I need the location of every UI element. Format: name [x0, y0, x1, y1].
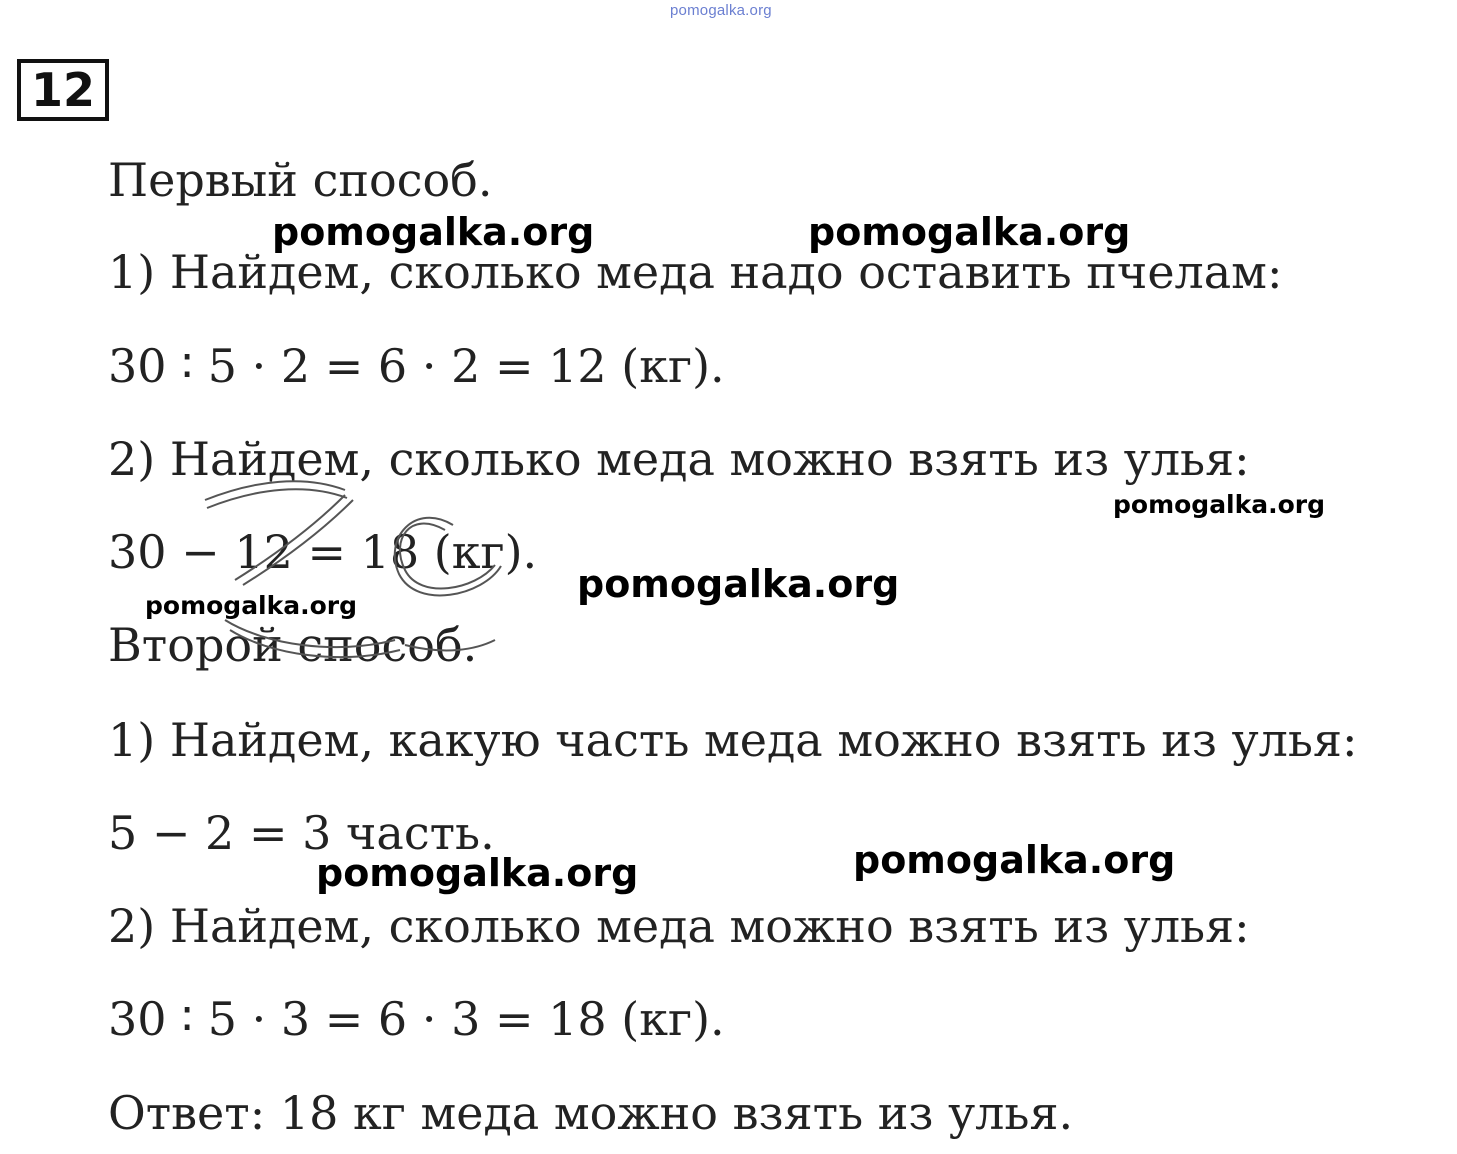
site-watermark: pomogalka.org	[853, 838, 1176, 882]
answer-line: Ответ: 18 кг меда можно взять из улья.	[108, 1086, 1074, 1140]
site-watermark: pomogalka.org	[808, 210, 1131, 254]
method-1-step-2-equation: 30 − 12 = 18 (кг).	[108, 525, 538, 579]
task-number-box: 12	[17, 59, 109, 121]
site-watermark: pomogalka.org	[145, 591, 358, 620]
method-1-step-1-text: 1) Найдем, сколько меда надо оставить пчелам:	[108, 245, 1283, 299]
site-watermark: pomogalka.org	[1113, 490, 1326, 519]
method-2-step-2-text: 2) Найдем, сколько меда можно взять из улья:	[108, 899, 1250, 953]
method-2-heading: Второй способ.	[108, 618, 478, 672]
method-1-heading: Первый способ.	[108, 153, 493, 207]
method-1-step-1-equation: 30 ∶ 5 · 2 = 6 · 2 = 12 (кг).	[108, 339, 725, 393]
method-2-step-1-text: 1) Найдем, какую часть меда можно взять из улья:	[108, 713, 1358, 767]
site-watermark: pomogalka.org	[316, 851, 639, 895]
method-2-step-2-equation: 30 ∶ 5 · 3 = 6 · 3 = 18 (кг).	[108, 992, 725, 1046]
method-1-step-2-text: 2) Найдем, сколько меда можно взять из улья:	[108, 432, 1250, 486]
site-watermark-top: pomogalka.org	[670, 2, 772, 19]
site-watermark: pomogalka.org	[272, 210, 595, 254]
method-2-step-1-equation: 5 − 2 = 3 часть.	[108, 806, 495, 860]
site-watermark: pomogalka.org	[577, 562, 900, 606]
